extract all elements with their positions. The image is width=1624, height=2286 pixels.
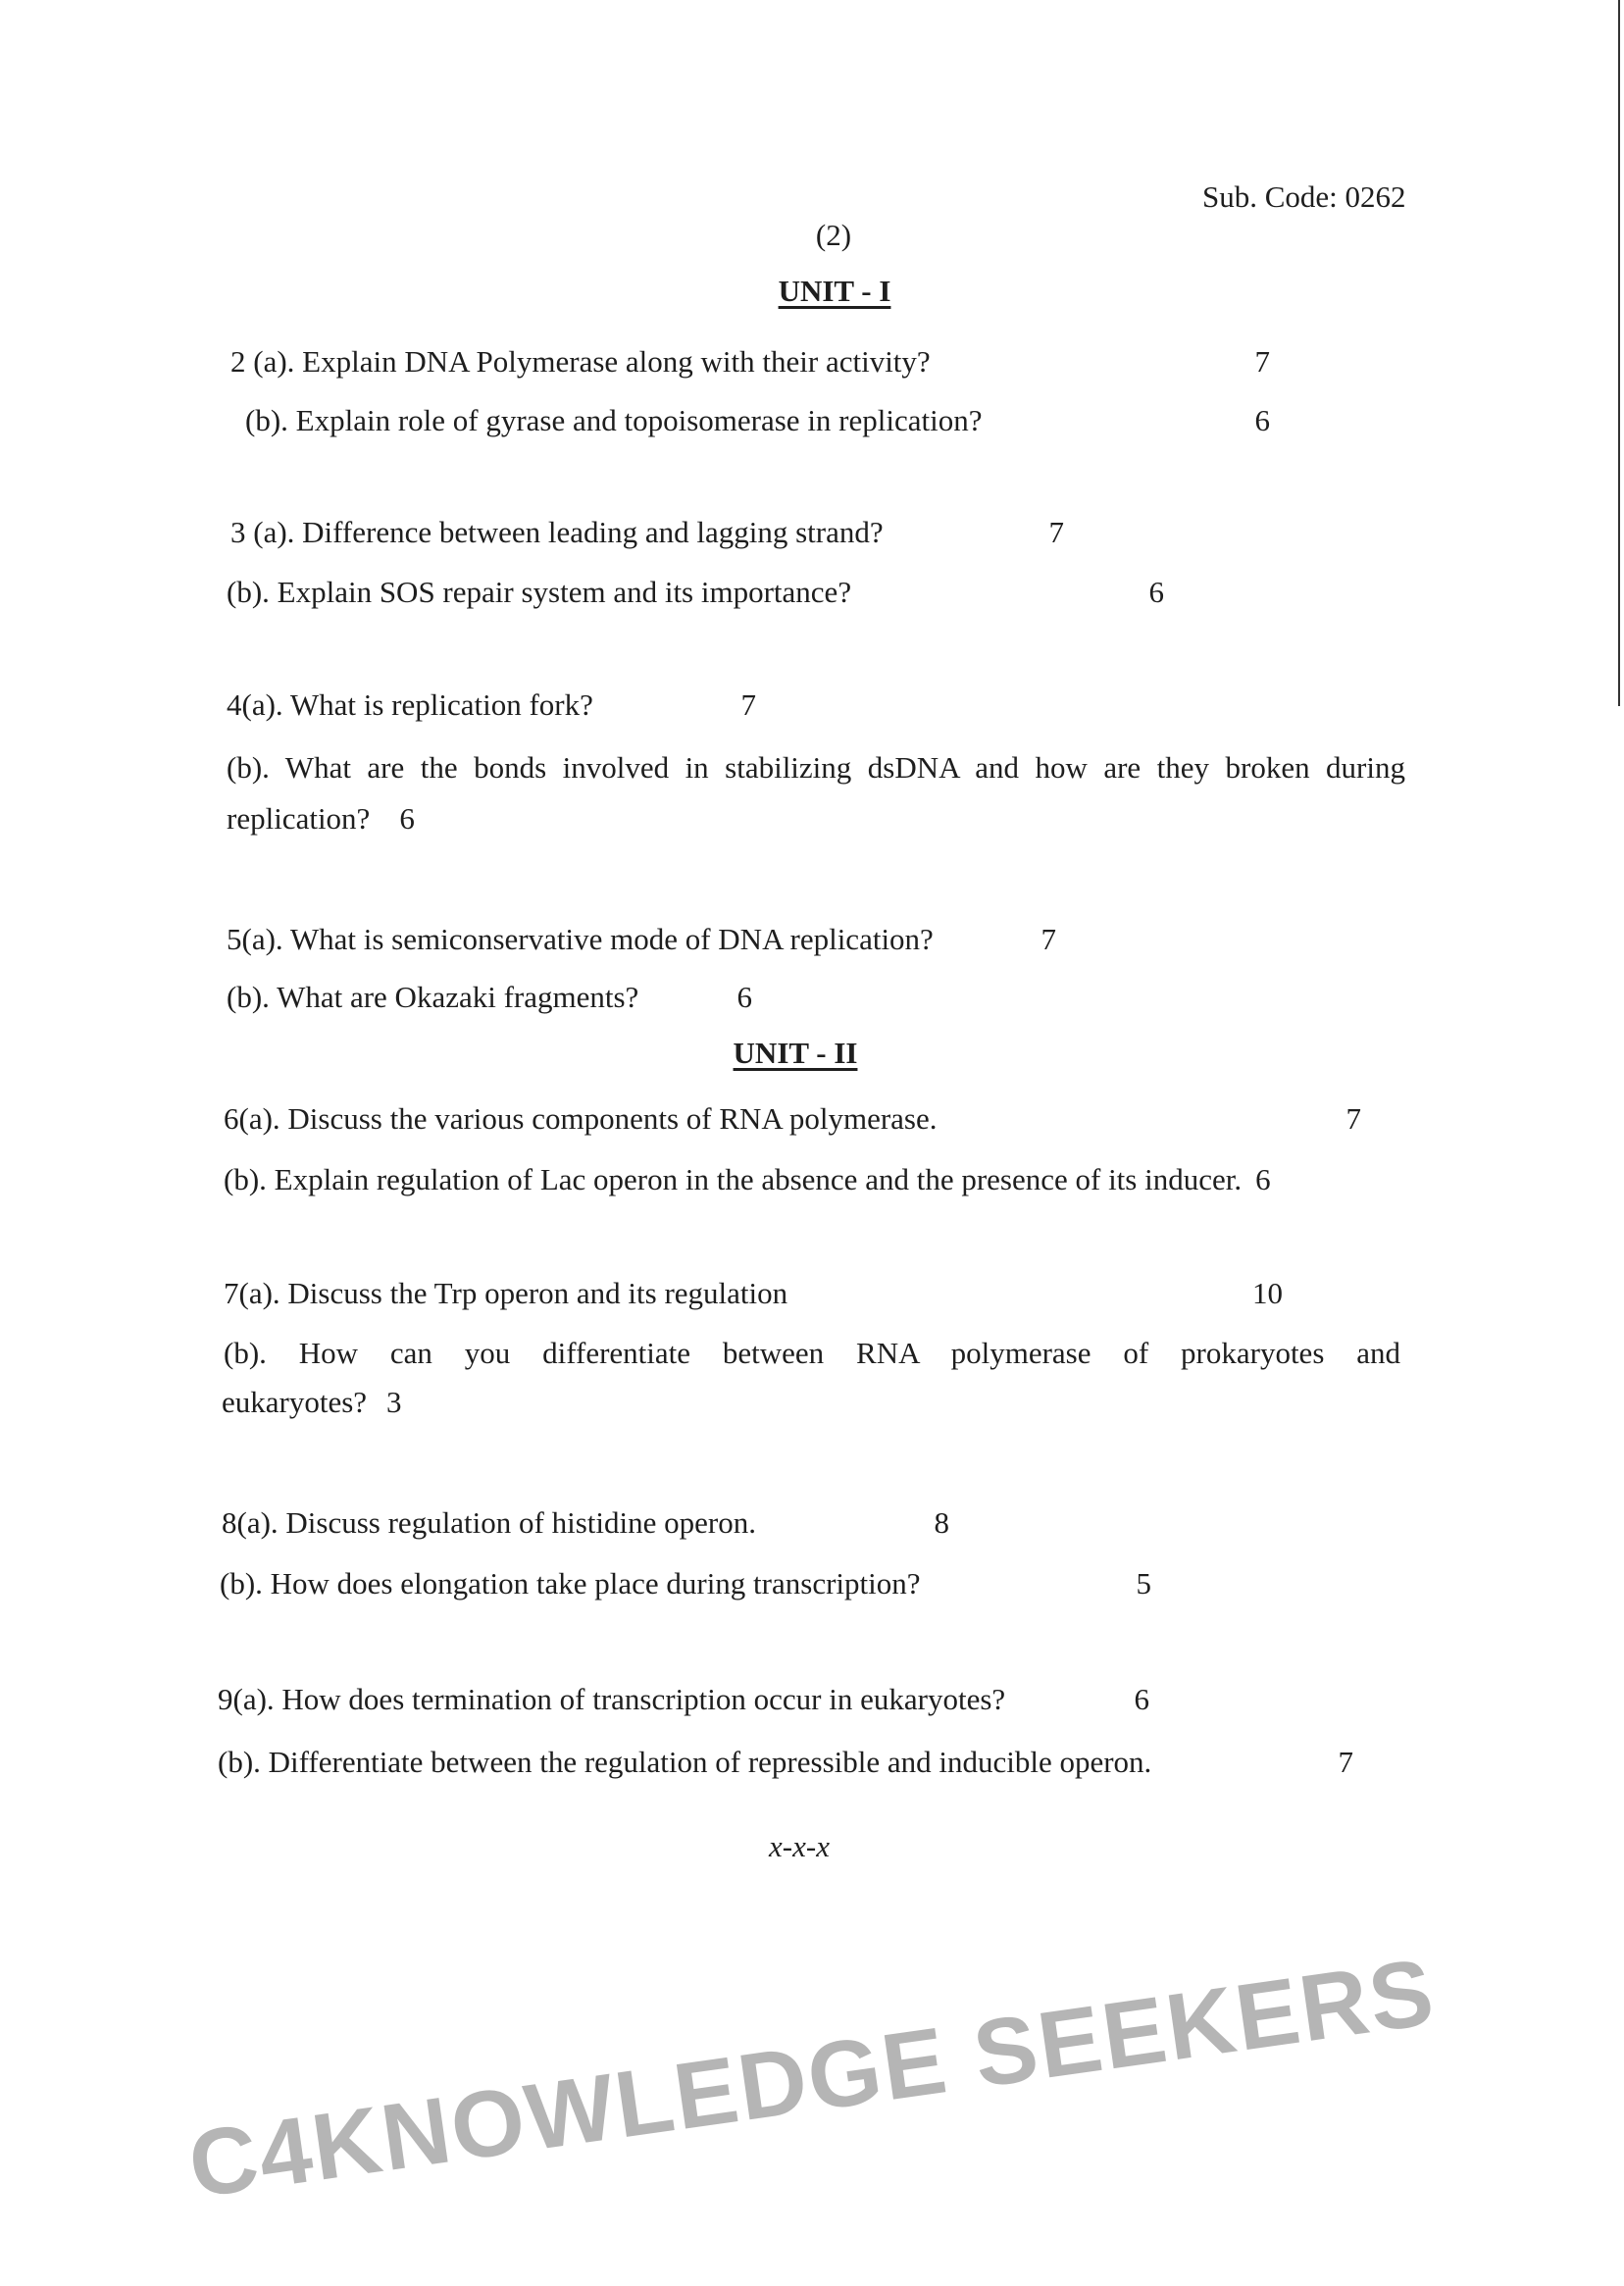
marks-5b: 6	[736, 980, 752, 1014]
question-8a: 8(a). Discuss regulation of histidine operon.	[222, 1505, 756, 1540]
question-9b-row	[218, 1746, 1353, 1779]
marks-4b: 6	[399, 801, 415, 836]
sub-code: Sub. Code: 0262	[1202, 179, 1406, 214]
marks-8b: 5	[1136, 1566, 1151, 1600]
end-mark: x-x-x	[769, 1829, 830, 1863]
question-2b-row	[245, 404, 1270, 437]
question-6b-row	[224, 1163, 1271, 1196]
question-9a: 9(a). How does termination of transcription occur in eukaryotes?	[218, 1682, 1006, 1716]
question-9b: (b). Differentiate between the regulation of repressible and inducible operon.	[218, 1745, 1152, 1779]
marks-4a: 7	[740, 687, 756, 722]
question-7a-row	[224, 1277, 1283, 1310]
question-4b-cont: replication?	[227, 801, 371, 836]
question-5a-row	[227, 923, 1056, 956]
question-4a-row	[227, 688, 756, 722]
question-5a: 5(a). What is semiconservative mode of DNA replication?	[227, 922, 934, 956]
marks-3a: 7	[1048, 515, 1064, 549]
marks-2a: 7	[1254, 344, 1270, 379]
scan-edge	[1618, 0, 1620, 706]
question-8a-row	[222, 1506, 949, 1540]
question-5b: (b). What are Okazaki fragments?	[227, 980, 639, 1014]
question-4a: 4(a). What is replication fork?	[227, 687, 593, 722]
unit-heading-1: UNIT - I	[778, 274, 891, 308]
question-8b-row	[220, 1567, 1151, 1600]
marks-9a: 6	[1134, 1682, 1149, 1716]
marks-2b: 6	[1254, 403, 1270, 437]
question-6b: (b). Explain regulation of Lac operon in the absence and the presence of its inducer.	[224, 1162, 1243, 1196]
marks-9b: 7	[1338, 1745, 1353, 1779]
question-6a-row	[224, 1102, 1361, 1136]
question-3b-row	[227, 576, 1164, 609]
question-4b: (b). What are the bonds involved in stabilizing dsDNA and how are they broken during	[227, 750, 1405, 785]
watermark: C4KNOWLEDGE SEEKERS	[182, 1939, 1442, 2218]
marks-5a: 7	[1040, 922, 1056, 956]
marks-8a: 8	[934, 1505, 949, 1540]
marks-7a: 10	[1252, 1276, 1283, 1310]
question-7b: (b). How can you differentiate between RNA polymerase of prokaryotes and	[224, 1336, 1400, 1370]
marks-3b: 6	[1148, 575, 1164, 609]
question-3a: 3 (a). Difference between leading and lagging strand?	[230, 515, 884, 549]
marks-6b: 6	[1255, 1162, 1271, 1196]
marks-6a: 7	[1345, 1101, 1361, 1136]
question-5b-row	[227, 981, 752, 1014]
marks-7b: 3	[386, 1385, 402, 1419]
question-2a-row	[230, 345, 1270, 379]
question-8b: (b). How does elongation take place during transcription?	[220, 1566, 921, 1600]
question-4b-cont-row	[227, 802, 415, 836]
unit-heading-2: UNIT - II	[733, 1036, 858, 1070]
question-2a: 2 (a). Explain DNA Polymerase along with their activity?	[230, 344, 931, 379]
question-3a-row	[230, 516, 1064, 549]
question-7b-cont: eukaryotes?	[222, 1385, 368, 1419]
question-7b-cont-row	[222, 1386, 402, 1419]
page-number: (2)	[815, 218, 852, 252]
question-3b: (b). Explain SOS repair system and its importance?	[227, 575, 852, 609]
question-2b: (b). Explain role of gyrase and topoisomerase in replication?	[245, 403, 983, 437]
question-6a: 6(a). Discuss the various components of RNA polymerase.	[224, 1101, 938, 1136]
question-7a: 7(a). Discuss the Trp operon and its regulation	[224, 1276, 788, 1310]
question-9a-row	[218, 1683, 1149, 1716]
